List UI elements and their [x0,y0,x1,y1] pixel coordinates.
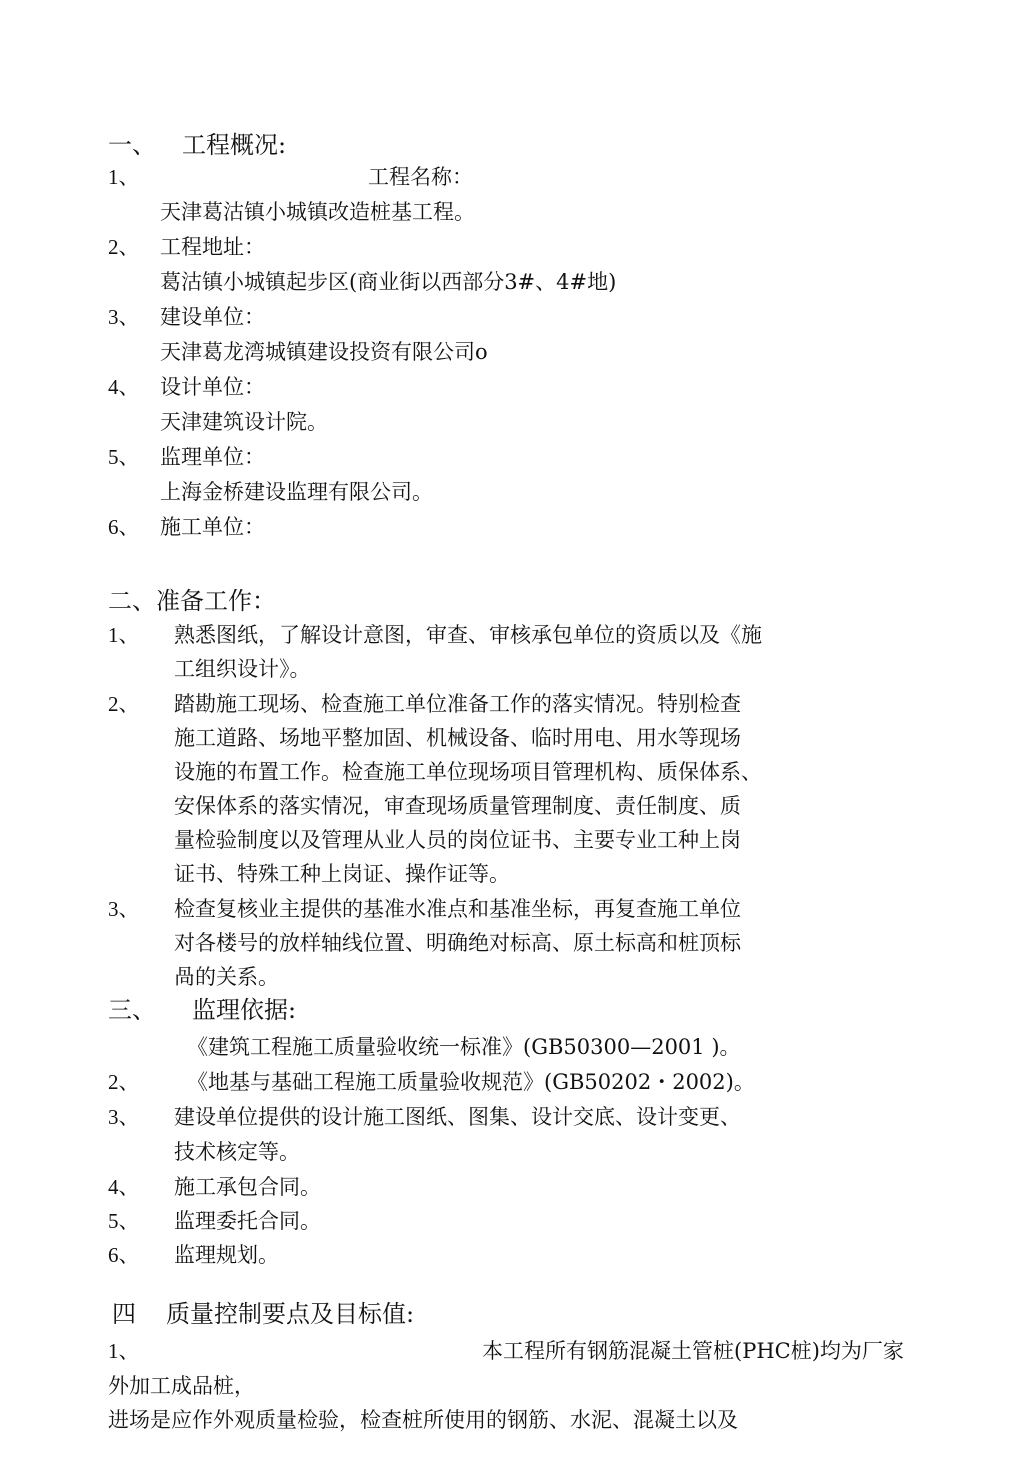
s1-item6-number: 6、 [108,515,140,539]
s1-item1-value: 天津葛沽镇小城镇改造桩基工程。 [160,200,475,224]
s2-item1-number: 1、 [108,623,140,647]
s2-item2-line: 证书、特殊工种上岗证、操作证等。 [174,862,510,886]
s1-item1-label: 工程名称： [368,165,473,189]
s2-item3-line: 咼的关系。 [174,965,279,989]
s2-item2-line: 安保体系的落实情况，审查现场质量管理制度、责任制度、质 [174,794,741,818]
section3-heading-number: 三、 [108,996,156,1024]
section4-heading-number: 四 [112,1300,136,1328]
s1-item2-value: 葛沽镇小城镇起步区(商业街以西部分3#、4#地) [160,270,617,294]
s1-item6-label: 施工单位： [160,515,265,539]
s3-item5-number: 5、 [108,1209,140,1233]
s3-item5-line: 监理委托合同。 [174,1209,321,1233]
s4-item1-line: 进场是应作外观质量检验，检查桩所使用的钢筋、水泥、混凝土以及 [108,1408,738,1432]
s3-item3-line: 技术核定等。 [174,1140,300,1164]
s3-item1-line: 《建筑工程施工质量验收统一标准》(GB50300—2001 )。 [187,1035,741,1059]
s4-item1-line: 本工程所有钢筋混凝土管桩(PHC桩)均为厂家 [482,1339,904,1363]
s2-item3-line: 对各楼号的放样轴线位置、明确绝对标高、原土标高和桩顶标 [174,931,741,955]
s2-item2-line: 量检验制度以及管理从业人员的岗位证书、主要专业工种上岗 [174,828,741,852]
s1-item5-value: 上海金桥建设监理有限公司。 [160,480,433,504]
s1-item4-value: 天津建筑设计院。 [160,410,328,434]
s2-item3-number: 3、 [108,897,140,921]
s1-item5-label: 监理单位： [160,445,265,469]
s2-item2-line: 施工道路、场地平整加固、机械设备、临时用电、用水等现场 [174,726,741,750]
s1-item3-value: 天津葛龙湾城镇建设投资有限公司o [160,340,488,364]
section1-heading-number: 一、 [108,131,156,159]
s1-item2-number: 2、 [108,235,140,259]
s1-item1-number: 1、 [108,165,140,189]
s1-item2-label: 工程地址： [160,235,265,259]
s1-item4-number: 4、 [108,375,140,399]
s3-item2-number: 2、 [108,1070,140,1094]
s2-item2-number: 2、 [108,692,140,716]
s1-item3-number: 3、 [108,305,140,329]
s3-item3-number: 3、 [108,1105,140,1129]
s2-item3-line: 检查复核业主提供的基准水准点和基准坐标，再复查施工单位 [174,897,741,921]
s2-item2-line: 设施的布置工作。检查施工单位现场项目管理机构、质保体系、 [174,760,762,784]
s4-item1-line: 外加工成品桩， [108,1374,255,1398]
s1-item4-label: 设计单位： [160,375,265,399]
s3-item6-line: 监理规划。 [174,1243,279,1267]
s4-item1-number: 1、 [108,1339,140,1363]
section3-heading: 监理依据: [192,996,297,1024]
s1-item5-number: 5、 [108,445,140,469]
s3-item2-line: 《地基与基础工程施工质量验收规范》(GB50202・2002)。 [187,1070,755,1094]
section4-heading: 质量控制要点及目标值: [166,1300,415,1328]
section2-heading: 二、准备工作： [108,587,276,615]
s3-item3-line: 建设单位提供的设计施工图纸、图集、设计交底、设计变更、 [174,1105,741,1129]
s2-item2-line: 踏勘施工现场、检查施工单位准备工作的落实情况。特别检查 [174,692,741,716]
s2-item1-line: 熟悉图纸，了解设计意图，审查、审核承包单位的资质以及《施 [174,623,762,647]
s3-item4-number: 4、 [108,1175,140,1199]
section1-heading: 工程概况: [182,131,287,159]
s3-item4-line: 施工承包合同。 [174,1175,321,1199]
s1-item3-label: 建设单位： [160,305,265,329]
s3-item6-number: 6、 [108,1243,140,1267]
s2-item1-line: 工组织设计》。 [174,657,311,681]
